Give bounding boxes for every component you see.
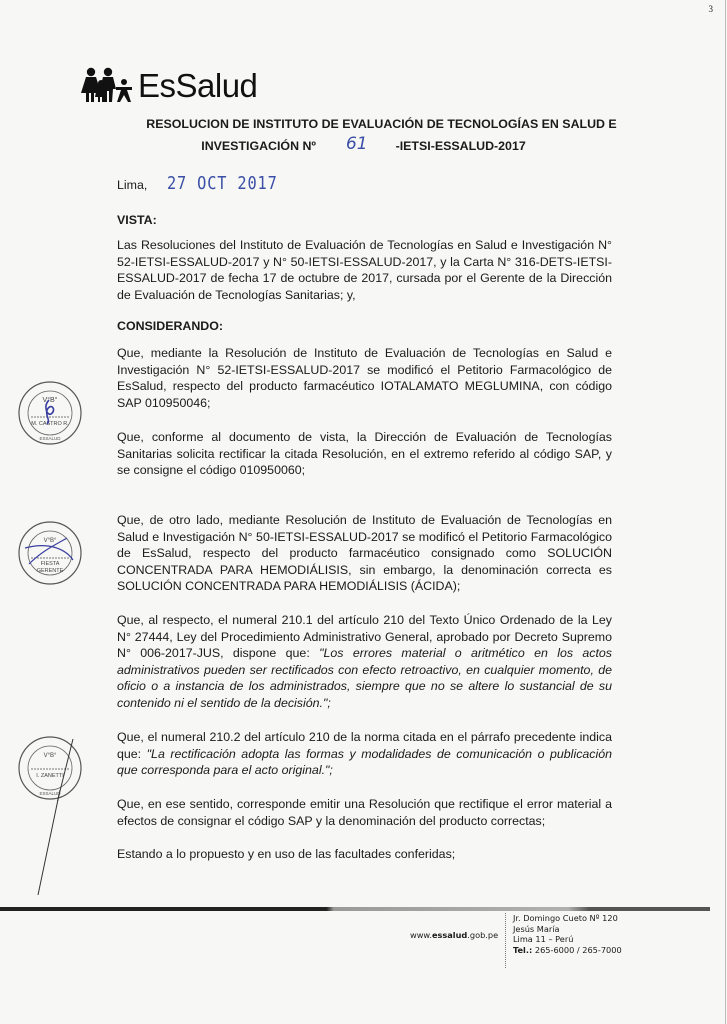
considerando-heading: CONSIDERANDO: <box>117 319 224 333</box>
essalud-logo <box>80 67 257 103</box>
family-figures-icon <box>80 67 137 103</box>
title-suffix: -IETSI-ESSALUD-2017 <box>395 139 526 153</box>
considerando-paragraph <box>117 729 612 779</box>
tel-value: 265-6000 / 265-7000 <box>534 945 622 956</box>
considerando-paragraph: Que, en ese sentido, corresponde emitir una Resolución que rectifique el error material a efectos de consignar el código SAP y la denominación del producto correctas; <box>117 797 612 828</box>
website-bold: essalud <box>431 930 468 940</box>
considerando-paragraph: Que, de otro lado, mediante Resolución de Instituto de Evaluación de Tecnologías en Salud e Investigación N° 50-IETSI-ESSALUD-2017 se modificó el Petitorio Farmacológico de EsSalud, respecto del producto farmacéutico consignado como SOLUCIÓN CONCENTRADA PARA HEMODIÁLISIS, sin embargo, la denominación correcta es SOLUCIÓN CONCENTRADA PARA HEMODIÁLISIS (ÁCIDA); <box>117 513 612 594</box>
resolution-title-line1: RESOLUCION DE INSTITUTO DE EVALUACIÓN DE TECNOLOGÍAS EN SALUD E <box>146 117 617 131</box>
address-line: Lima 11 – Perú <box>513 934 574 945</box>
date-line <box>117 173 298 194</box>
seal-name: M. CASTRO R. <box>31 421 69 427</box>
considerando-paragraph: Estando a lo propuesto y en uso de las facultades conferidas; <box>117 847 456 861</box>
stamp-seal-icon <box>17 520 83 586</box>
footer-separator <box>505 913 507 968</box>
seal-bottom: ESSALUD <box>39 436 61 441</box>
considerando-paragraph <box>117 612 612 712</box>
seal-role: GERENTE <box>36 568 64 574</box>
website-prefix: www. <box>410 930 432 940</box>
stamp-seal-icon <box>17 380 83 446</box>
footer-website[interactable] <box>410 930 498 940</box>
signature-stroke <box>30 790 70 900</box>
legal-quote: "La rectificación adopta las formas y modalidades de comunicación o publicación que corresponda para el acto original."; <box>117 746 613 778</box>
tel-label: Tel.: <box>513 945 533 956</box>
footer-rule <box>0 907 710 911</box>
paragraph-text: Que, el numeral 210.2 del artículo 210 de la norma citada en el párrafo precedente indica que: <box>117 730 612 761</box>
seal-label: V°B° <box>43 538 57 544</box>
considerando-paragraph: Que, mediante la Resolución de Instituto de Evaluación de Tecnologías en Salud e Investigación N° 52-IETSI-ESSALUD-2017 se modificó el Petitorio Farmacológico de EsSalud, respecto del producto farmacéutico IOTALAMATO MEGLUMINA, con código SAP 010950046; <box>117 346 612 410</box>
seal-label: V°B° <box>42 397 58 404</box>
logo-text: EsSalud <box>138 67 258 104</box>
resolution-number: 61 <box>345 134 368 154</box>
legal-quote: "Los errores material o aritmético en los actos administrativos pueden ser rectificados con efecto retroactivo, en cualquier momento, de oficio o a instancia de los administrados, siempre que no se altere lo sustancial de su contenido ni el sentido de la decisión."; <box>117 646 612 710</box>
seal-name: I. ZANETTI <box>36 773 64 779</box>
approval-seal-castro <box>17 380 83 446</box>
considerando-paragraph: Que, conforme al documento de vista, la Dirección de Evaluación de Tecnologías Sanitarias solicita rectificar la citada Resolución, en el extremo referido al código SAP, y se consigne el código 010950060; <box>117 430 612 478</box>
seal-bottom: ESSALUD <box>39 791 61 796</box>
address-line: Jr. Domingo Cueto Nº 120 <box>513 913 618 923</box>
stamped-date: 27 OCT 2017 <box>167 173 278 194</box>
page-number: 3 <box>708 4 713 14</box>
resolution-title-line2 <box>0 134 727 154</box>
vista-paragraph: Las Resoluciones del Instituto de Evaluación de Tecnologías en Salud e Investigación N° 52-IETSI-ESSALUD-2017 y N° 50-IETSI-ESSALUD-2017, y la Carta N° 316-DETS-IETSI-ESSALUD-2017 de fecha 17 de octubre de 2017, cursada por el Gerente de la Dirección de Evaluación de Tecnologías Sanitarias; y, <box>117 238 612 302</box>
seal-name: FIESTA <box>40 561 60 567</box>
approval-seal-fiesta <box>17 520 83 586</box>
title-prefix: INVESTIGACIÓN Nº <box>201 139 316 153</box>
date-place: Lima, <box>117 178 148 192</box>
footer-address <box>513 913 622 956</box>
address-line: Jesús María <box>513 923 560 934</box>
seal-label: V°B° <box>43 753 57 759</box>
vista-heading: VISTA: <box>117 213 157 227</box>
website-suffix: .gob.pe <box>467 930 499 940</box>
phone-line <box>513 945 622 956</box>
paragraph-text: Que, al respecto, el numeral 210.1 del artículo 210 del Texto Único Ordenado de la Ley N° 27444, Ley del Procedimiento Administrativo General, aprobado por Decreto Supremo N° 006-2017-JUS, dispone que: <box>117 613 612 661</box>
